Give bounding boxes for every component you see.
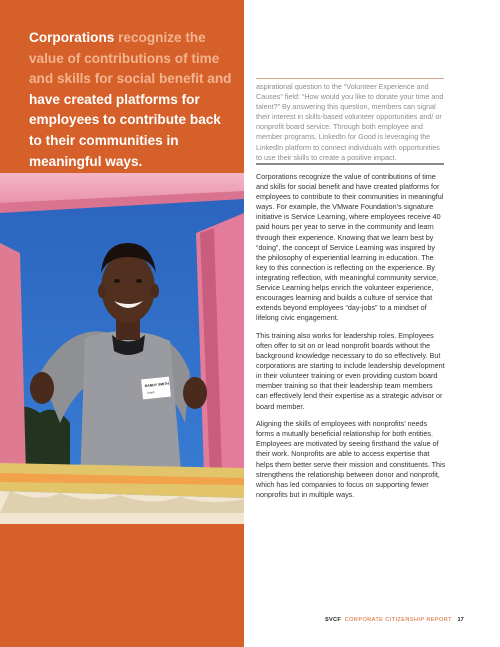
pull-quote-part2: recognize the value of contributions of time and skills for social benefit and xyxy=(29,30,232,87)
body-text xyxy=(256,172,446,507)
pull-quote xyxy=(29,28,234,172)
section-divider xyxy=(256,163,444,165)
intro-paragraph: aspirational question to the “Volunteer Experience and Causes” field: “How would you like to donate your time and talent?” By answering this question, members can signal their interest in skills-based volunteer opportunities and/ or nonprofit board service. Through both employee and member programs, LinkedIn for Good is leveraging the LinkedIn platform to connect individuals with opportunities to use their skills to create a positive impact. xyxy=(256,82,444,162)
body-paragraph-1: Corporations recognize the value of contributions of time and skills for social benefit and have created platforms for employees to contribute to their communities in meaningful ways. For example, the VMware Foundation’s signature initiative is Service Learning, where employees receive 40 paid hours per year to serve in the community and learn through their experience. Knowing that we learn best by “doing”, the concept of Service Learning was inspired by the philosophy of experiential learning in education. The key to this connection is reflecting on the experience. By integrating reflection, with meaningful community service, Service Learning helps enrich the volunteer experience, encourages learning and builds a culture of service that extends beyond employees “day-jobs” to a mindset of lifelong civic engagement. xyxy=(256,172,444,323)
footer-report-title: CORPORATE CITIZENSHIP REPORT xyxy=(344,617,452,623)
pull-quote-part3: have created platforms for employees to contribute back to their communities in meaningful ways. xyxy=(29,91,221,169)
badge-name: RANDY SMITH xyxy=(144,381,170,389)
pull-quote-part1: Corporations xyxy=(29,30,115,45)
volunteer-photo xyxy=(0,173,244,524)
body-paragraph-2: This training also works for leadership roles. Employees often offer to sit on or lead nonprofit boards without the background knowledge necessary to do so effectively. But corporations are starting to include leadership development in their volunteer training or even providing custom board member training so that their leadership team members can effectively lend their expertise as a strategic advisor or board member. xyxy=(256,330,445,411)
page-footer xyxy=(325,617,464,623)
badge-role: Intern xyxy=(147,390,156,395)
footer-brand: SVCF xyxy=(325,617,342,623)
page-number: 17 xyxy=(457,617,464,623)
top-divider xyxy=(256,78,444,79)
body-paragraph-3: Aligning the skills of employees with nonprofits’ needs forms a mutually beneficial relationship for both entities. Employees are motivated by seeing firsthand the value of their work. Nonprofits are able to access expertise that helps them better serve their mission and constituents. This strengthens the relationship between donor and nonprofit, which has led companies to focus on supporting fewer nonprofits but in multiple ways. xyxy=(256,419,446,499)
